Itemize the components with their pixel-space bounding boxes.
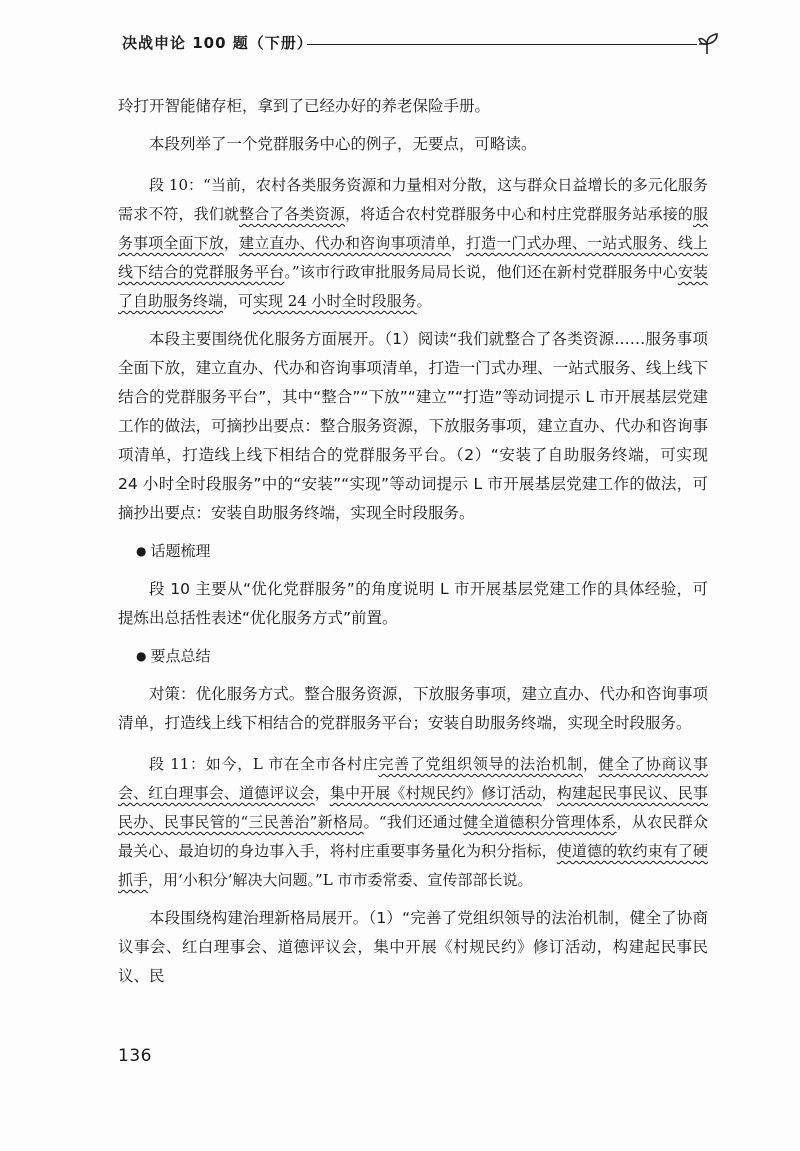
underlined-phrase: 使道德的软约束有了硬抓手 <box>118 842 708 889</box>
page-number: 136 <box>118 1046 152 1066</box>
underlined-phrase: 实现 24 小时全时段服务 <box>253 292 417 310</box>
underlined-phrase: 整合了各类资源 <box>239 205 345 223</box>
header-rule <box>307 44 697 45</box>
paragraph-summary: 对策：优化服务方式。整合服务资源，下放服务事项，建立直办、代办和咨询事项清单，打造线上线下相结合的党群服务平台；安装自助服务终端，实现全时段服务。 <box>118 685 708 732</box>
underlined-phrase: 服务事项全面下放 <box>118 205 708 252</box>
underlined-phrase: 安装了自助服务终端 <box>118 263 708 310</box>
paragraph-source-10: 段 10：“当前，农村各类服务资源和力量相对分散，这与群众日益增长的多元化服务需求不符，我们就整合了各类资源，将适合农村党群服务中心和村庄党群服务站承接的服务事项全面下放，建立直办、代办和咨询事项清单，打造一门式办理、一站式服务、线上线下结合的党群服务平台。”该市行政审批服务局局长说，他们还在新村党群服务中心安装了自助服务终端，可实现 24 小时全时段服务。 <box>118 176 708 310</box>
sprout-leaf-icon <box>697 30 725 60</box>
paragraph-topic: 段 10 主要从“优化党群服务”的角度说明 L 市开展基层党建工作的具体经验，可提炼出总括性表述“优化服务方式”前置。 <box>118 580 708 627</box>
bullet-icon: ● <box>136 544 147 558</box>
paragraph-analysis-1: 本段列举了一个党群服务中心的例子，无要点，可略读。 <box>149 135 537 153</box>
underlined-phrase: 打造一门式办理、一站式服务、线上线下结合的党群服务平台 <box>118 234 708 281</box>
underlined-phrase: 构建起民事民议、民事民办、民事民管的“三民善治”新格局 <box>118 784 708 831</box>
underlined-phrase: 集中开展《村规民约》修订活动 <box>329 784 542 802</box>
underlined-phrase: 建立直办、代办和咨询事项清单 <box>239 234 451 252</box>
page-body <box>118 92 708 1000</box>
underlined-phrase: 健全了协商议事会、红白理事会、道德评议会 <box>118 755 708 802</box>
paragraph-analysis-10: 本段主要围绕优化服务方面展开。（1）阅读“我们就整合了各类资源……服务事项全面下放，建立直办、代办和咨询事项清单，打造一门式办理、一站式服务、线上线下结合的党群服务平台”，其中“整合”“下放”“建立”“打造”等动词提示 L 市开展基层党建工作的做法，可摘抄出要点：整合服务资源，下放服务事项，建立直办、代办和咨询事项清单，打造线上线下相结合的党群服务平台。（2）“安装了自助服务终端，可实现 24 小时全时段服务”中的“安装”“实现”等动词提示 L 市开展基层党建工作的做法，可摘抄出要点：安装自助服务终端，实现全时段服务。 <box>118 330 708 522</box>
underlined-phrase: 完善了党组织领导的法治机制 <box>378 755 583 773</box>
paragraph-continued: 玲打开智能储存柜，拿到了已经办好的养老保险手册。 <box>118 97 491 115</box>
bullet-icon: ● <box>136 649 147 663</box>
running-header <box>122 30 722 60</box>
section-heading-topic: ● 话题梳理 <box>136 542 211 560</box>
paragraph-analysis-11: 本段围绕构建治理新格局展开。（1）“完善了党组织领导的法治机制，健全了协商议事会、红白理事会、道德评议会，集中开展《村规民约》修订活动，构建起民事民议、民 <box>118 909 708 985</box>
underlined-phrase: 健全道德积分管理体系 <box>463 813 617 831</box>
section-heading-summary: ● 要点总结 <box>136 647 211 665</box>
paragraph-source-11: 段 11：如今，L 市在全市各村庄完善了党组织领导的法治机制，健全了协商议事会、红白理事会、道德评议会，集中开展《村规民约》修订活动，构建起民事民议、民事民办、民事民管的“三民善治”新格局。“我们还通过健全道德积分管理体系，从农民群众最关心、最迫切的身边事入手，将村庄重要事务量化为积分指标，使道德的软约束有了硬抓手，用‘小积分’解决大问题。”L 市市委常委、宣传部部长说。 <box>118 755 709 889</box>
book-title: 决战申论 100 题（下册） <box>122 34 313 52</box>
